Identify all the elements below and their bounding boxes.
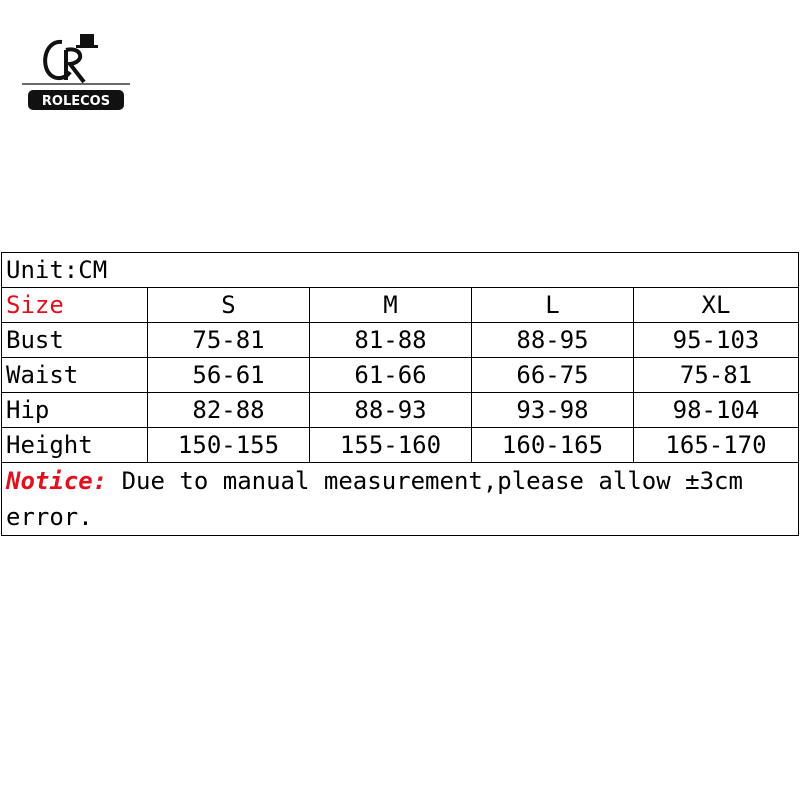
row-label-waist: Waist (2, 358, 148, 393)
table-cell: 75-81 (148, 323, 310, 358)
table-cell: 56-61 (148, 358, 310, 393)
table-cell: 88-95 (472, 323, 634, 358)
notice-text: Due to manual measurement,please allow ±3cm error. (6, 467, 743, 531)
table-cell: 155-160 (310, 428, 472, 463)
table-cell: 82-88 (148, 393, 310, 428)
size-header-row (2, 288, 799, 323)
table-cell: 93-98 (472, 393, 634, 428)
table-cell: 160-165 (472, 428, 634, 463)
size-chart-table (1, 252, 799, 536)
table-row (2, 428, 799, 463)
table-cell: 88-93 (310, 393, 472, 428)
notice-cell (2, 463, 799, 536)
size-header-m: M (310, 288, 472, 323)
notice-label: Notice: (6, 467, 108, 495)
table-cell: 165-170 (634, 428, 799, 463)
size-header-label: Size (2, 288, 148, 323)
size-header-s: S (148, 288, 310, 323)
table-cell: 150-155 (148, 428, 310, 463)
row-label-hip: Hip (2, 393, 148, 428)
notice-row (2, 463, 799, 536)
table-row (2, 323, 799, 358)
row-label-bust: Bust (2, 323, 148, 358)
table-row (2, 358, 799, 393)
table-cell: 98-104 (634, 393, 799, 428)
table-cell: 81-88 (310, 323, 472, 358)
table-cell: 66-75 (472, 358, 634, 393)
unit-row (2, 253, 799, 288)
size-header-l: L (472, 288, 634, 323)
table-row (2, 393, 799, 428)
table-cell: 75-81 (634, 358, 799, 393)
unit-label: Unit:CM (2, 253, 799, 288)
table-cell: 61-66 (310, 358, 472, 393)
logo-text: ROLECOS (41, 94, 111, 109)
table-cell: 95-103 (634, 323, 799, 358)
size-header-xl: XL (634, 288, 799, 323)
row-label-height: Height (2, 428, 148, 463)
rolecos-logo (22, 28, 134, 114)
